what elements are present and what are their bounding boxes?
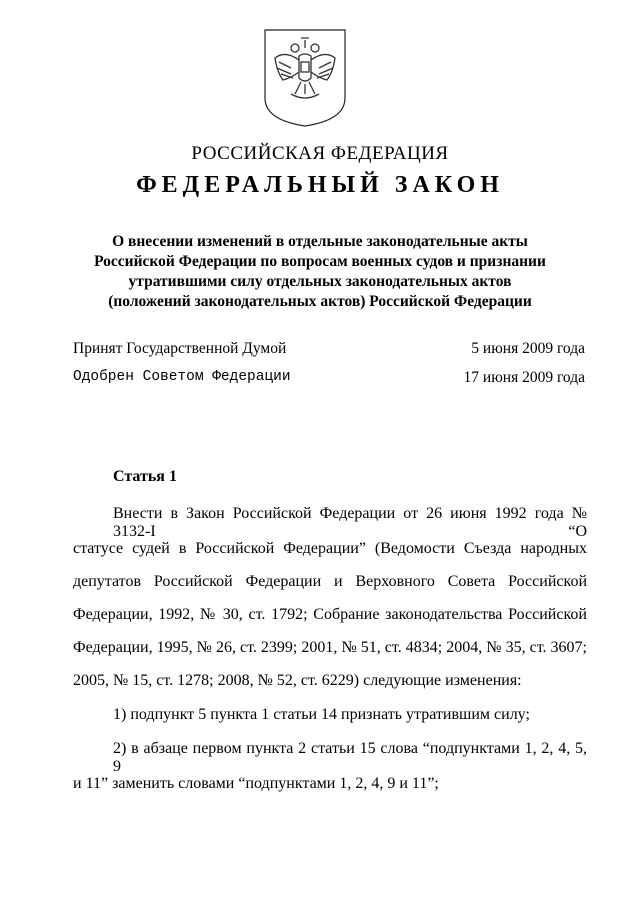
article-line: Федерации, 1992, № 30, ст. 1792; Собрание законодательства Российской — [73, 606, 587, 623]
article-line: Внести в Закон Российской Федерации от 26 июня 1992 года № 3132-I “О — [113, 505, 587, 540]
article-line: статусе судей в Российской Федерации” (Ведомости Съезда народных — [73, 540, 587, 557]
article-item: 1) подпункт 5 пункта 1 статьи 14 признать утратившим силу; — [113, 706, 530, 723]
article-line: Федерации, 1995, № 26, ст. 2399; 2001, № 51, ст. 4834; 2004, № 35, ст. 3607; — [73, 639, 587, 656]
title-line: утратившими силу отдельных законодательных актов — [128, 273, 512, 290]
approved-by-council-label: Одобрен Советом Федерации — [73, 369, 291, 385]
approved-by-council-date: 17 июня 2009 года — [463, 369, 585, 386]
adopted-by-duma-date: 5 июня 2009 года — [471, 340, 585, 357]
document-type: ФЕДЕРАЛЬНЫЙ ЗАКОН — [136, 172, 504, 198]
adopted-by-duma-label: Принят Государственной Думой — [73, 340, 287, 357]
title-line: (положений законодательных актов) Российской Федерации — [108, 293, 532, 310]
article-line: и 11” заменить словами “подпунктами 1, 2, 4, 9 и 11”; — [73, 775, 439, 792]
article-line: 2005, № 15, ст. 1278; 2008, № 52, ст. 6229) следующие изменения: — [73, 672, 522, 689]
article-line: депутатов Российской Федерации и Верховного Совета Российской — [73, 573, 587, 590]
coat-of-arms-icon — [263, 28, 347, 128]
title-line: О внесении изменений в отдельные законодательные акты — [112, 233, 528, 250]
article-item: 2) в абзаце первом пункта 2 статьи 15 слова “подпунктами 1, 2, 4, 5, 9 — [113, 740, 587, 775]
country-name: РОССИЙСКАЯ ФЕДЕРАЦИЯ — [191, 143, 449, 164]
article-heading: Статья 1 — [113, 468, 177, 485]
title-line: Российской Федерации по вопросам военных судов и признании — [94, 253, 546, 270]
